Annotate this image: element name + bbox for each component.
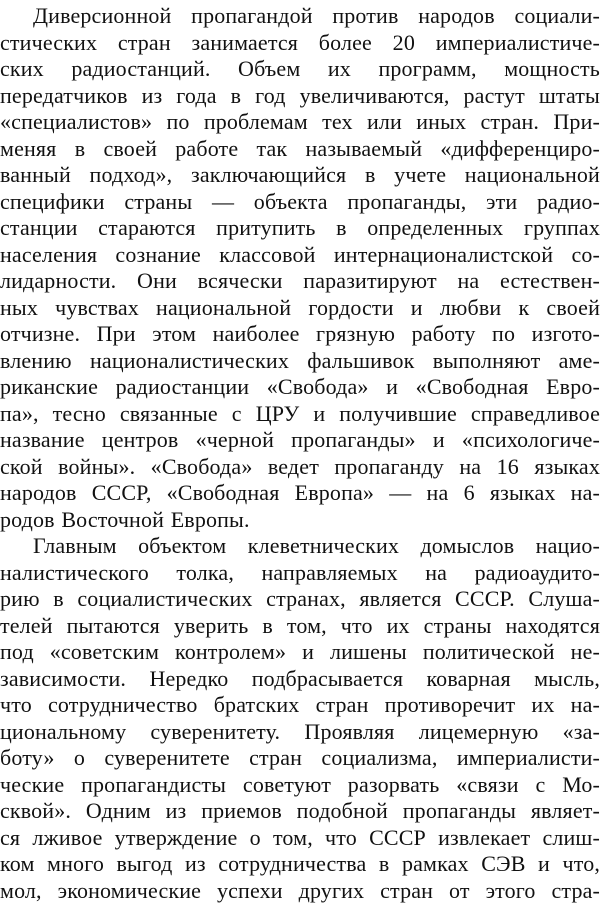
paragraph-line: народов СССР, «Свободная Европа» — на 6 языках на-	[0, 480, 600, 505]
paragraph-line: «специалистов» по проблемам тех или иных стран. При-	[0, 109, 600, 134]
paragraph-line: под «советским контролем» и лишены политической не-	[0, 639, 600, 664]
paragraph-line: ных чувствах национальной гордости и любви к своей	[0, 294, 600, 320]
paragraph-first-line: Главным объектом клеветнических домыслов нацио-	[33, 533, 600, 558]
paragraph-line: отчизне. При этом наиболее грязную работу по изгото-	[0, 321, 600, 346]
paragraph-line: ческие пропагандисты советуют разорвать «связи с Мо-	[0, 771, 600, 797]
paragraph-line: боту» о суверенитете стран социализма, империалисти-	[0, 745, 600, 770]
paragraph-line: мол, экономические успехи других стран от этого стра-	[0, 877, 600, 903]
paragraph-line: стических стран занимается более 20 империалистиче-	[0, 29, 600, 55]
paragraph-line: станции стараются притупить в определенных группах	[0, 215, 600, 240]
paragraph-line: ских радиостанций. Объем их программ, мощность	[0, 56, 600, 81]
paragraph-line: сквой». Одним из приемов подобной пропаганды являет-	[0, 798, 600, 823]
paragraph-line: название центров «черной пропаганды» и «психологиче-	[0, 427, 600, 452]
paragraph-line: специфики страны — объекта пропаганды, эти радио-	[0, 188, 600, 214]
paragraph-line: риканские радиостанции «Свобода» и «Свободная Евро-	[0, 374, 600, 399]
paragraph-line: ванный подход», заключающийся в учете национальной	[0, 162, 600, 187]
paragraph-line: родов Восточной Европы.	[0, 506, 250, 532]
paragraph-line: ком много выгод из сотрудничества в рамках СЭВ и что,	[0, 851, 600, 876]
paragraph-line: налистического толка, направляемых на радиоаудито-	[0, 559, 600, 585]
paragraph-line: что сотрудничество братских стран противоречит их на-	[0, 692, 600, 717]
paragraph-line: па», тесно связанные с ЦРУ и получившие справедливое	[0, 400, 600, 426]
paragraph-line: населения сознание классовой интернационалистской со-	[0, 241, 600, 267]
paragraph-line: передатчиков из года в год увеличиваются, растут штаты	[0, 82, 600, 108]
paragraph-line: меняя в своей работе так называемый «дифференциро-	[0, 135, 600, 161]
paragraph-line: лидарности. Они всячески паразитируют на естествен-	[0, 268, 600, 293]
paragraph-line: рию в социалистических странах, является СССР. Слуша-	[0, 586, 600, 611]
paragraph-line: циональному суверенитету. Проявляя лицемерную «за-	[0, 718, 600, 744]
paragraph-line: зависимости. Нередко подбрасывается коварная мысль,	[0, 665, 600, 691]
paragraph-line: телей пытаются уверить в том, что их страны находятся	[0, 612, 600, 638]
paragraph-first-line: Диверсионной пропагандой против народов социали-	[33, 3, 600, 28]
paragraph-line: ся лживое утверждение о том, что СССР извлекает слиш-	[0, 824, 600, 850]
paragraph-line: ской войны». «Свобода» ведет пропаганду на 16 языках	[0, 453, 600, 479]
paragraph-line: влению националистических фальшивок выполняют аме-	[0, 347, 600, 373]
